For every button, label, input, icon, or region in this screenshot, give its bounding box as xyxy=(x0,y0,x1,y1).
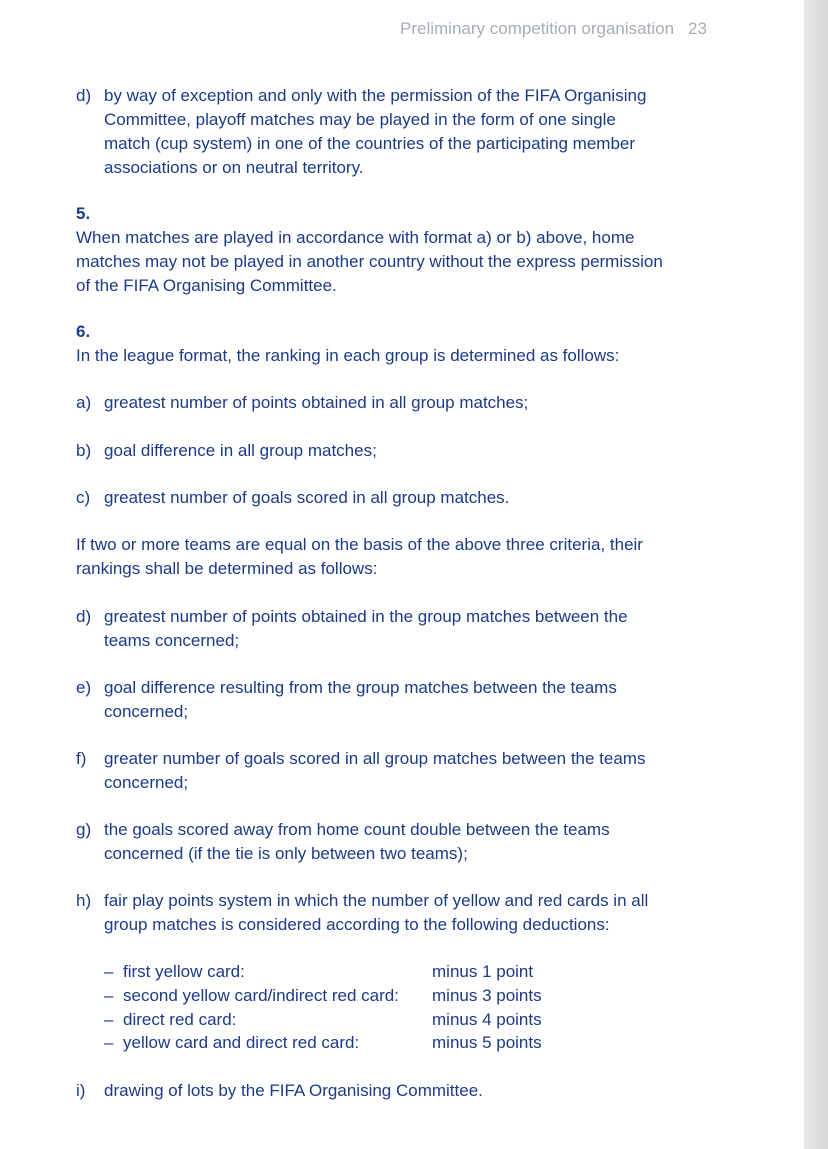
item-label: d) xyxy=(76,607,92,626)
deduction-dash: – xyxy=(104,986,114,1005)
section-number: 6. xyxy=(76,322,91,341)
item-label: b) xyxy=(76,441,92,460)
page-number: 23 xyxy=(688,19,707,38)
item-text: fair play points system in which the number of yellow and red cards in all group matches is considered according to the following deductions: xyxy=(104,891,649,934)
item-label: c) xyxy=(76,488,91,507)
section-number: 5. xyxy=(76,204,91,223)
item-label: h) xyxy=(76,891,92,910)
deduction-points: minus 4 points xyxy=(432,1010,542,1029)
item-text: greater number of goals scored in all group matches between the teams concerned; xyxy=(104,749,646,792)
section-text: When matches are played in accordance with format a) or b) above, home matches may not be played in another country without the express permission of the FIFA Organising Committee. xyxy=(76,228,663,295)
item-text: goal difference in all group matches; xyxy=(104,441,377,460)
item-label: e) xyxy=(76,678,92,697)
item-text: greatest number of points obtained in the group matches between the teams concerned; xyxy=(104,607,628,650)
section-intro: In the league format, the ranking in each group is determined as follows: xyxy=(76,346,620,365)
deduction-points: minus 3 points xyxy=(432,986,542,1005)
deduction-dash: – xyxy=(104,1010,114,1029)
item-text: goal difference resulting from the group matches between the teams concerned; xyxy=(104,678,617,721)
item-label: a) xyxy=(76,393,92,412)
item-text: drawing of lots by the FIFA Organising Committee. xyxy=(104,1081,483,1100)
item-label: g) xyxy=(76,820,92,839)
deduction-points: minus 5 points xyxy=(432,1033,542,1052)
item-label: i) xyxy=(76,1081,86,1100)
deduction-points: minus 1 point xyxy=(432,962,534,981)
header-title: Preliminary competition organisation xyxy=(400,19,675,38)
running-header xyxy=(400,19,707,39)
deduction-card: direct red card: xyxy=(123,1010,237,1029)
item-text: greatest number of points obtained in all group matches; xyxy=(104,393,529,412)
tie-intro: If two or more teams are equal on the basis of the above three criteria, their rankings shall be determined as follows: xyxy=(76,535,643,578)
deduction-card: first yellow card: xyxy=(123,962,245,981)
deduction-card: yellow card and direct red card: xyxy=(123,1033,360,1052)
item-text: greatest number of goals scored in all group matches. xyxy=(104,488,510,507)
item-text: by way of exception and only with the permission of the FIFA Organising Committee, playoff matches may be played in the form of one single match (cup system) in one of the countries of the participating member associations or on neutral territory. xyxy=(104,86,647,177)
deduction-dash: – xyxy=(104,962,114,981)
deduction-card: second yellow card/indirect red card: xyxy=(123,986,399,1005)
page-edge-shadow xyxy=(804,0,828,1149)
deduction-dash: – xyxy=(104,1033,114,1052)
item-label: d) xyxy=(76,86,92,105)
item-text: the goals scored away from home count double between the teams concerned (if the tie is only between two teams); xyxy=(104,820,610,863)
item-label: f) xyxy=(76,749,87,768)
